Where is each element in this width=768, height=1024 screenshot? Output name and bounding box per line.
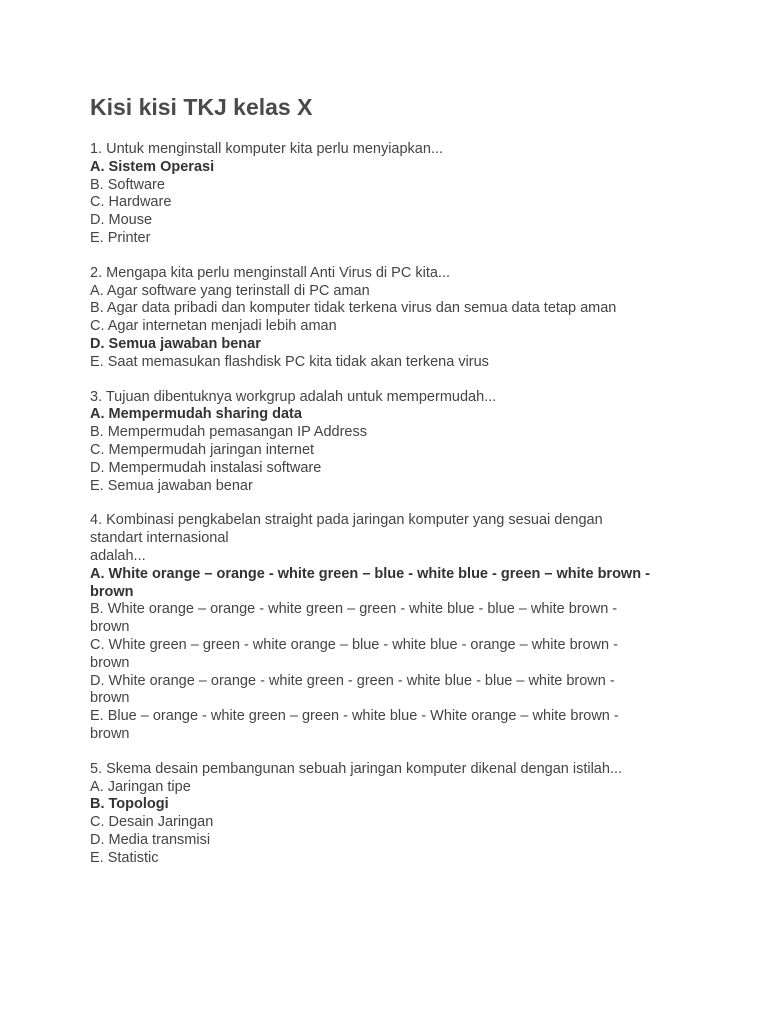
answer-option: B. Mempermudah pemasangan IP Address [90, 424, 368, 441]
answer-option: C. Mempermudah jaringan internet [90, 441, 315, 458]
answer-option: C. White green – green - white orange – blue - white blue - orange – white brown - brown [90, 636, 618, 671]
answer-option: E. Printer [90, 229, 151, 246]
answer-option: E. Statistic [90, 849, 159, 866]
question-text: 2. Mengapa kita perlu menginstall Anti Virus di PC kita... [90, 264, 451, 281]
answer-option: B. Software [90, 176, 165, 193]
answer-option: E. Blue – orange - white green – green - white blue - White orange – white brown - brown [90, 708, 619, 742]
question-block [90, 265, 678, 372]
question-text: 4. Kombinasi pengkabelan straight pada jaringan komputer yang sesuai dengan [90, 512, 603, 529]
answer-option: D. Mempermudah instalasi software [90, 459, 322, 476]
answer-option: E. Saat memasukan flashdisk PC kita tidak akan terkena virus [90, 353, 489, 370]
answer-option-correct: A. Sistem Operasi [90, 158, 215, 175]
answer-option-correct: B. Topologi [90, 796, 169, 813]
answer-option: C. Desain Jaringan [90, 814, 214, 831]
question-block [90, 512, 678, 743]
question-text: adalah... [90, 547, 146, 564]
question-text: 5. Skema desain pembangunan sebuah jaringan komputer dikenal dengan istilah... [90, 760, 623, 777]
answer-option: D. Media transmisi [90, 831, 211, 848]
question-block [90, 389, 678, 496]
answer-option: B. White orange – orange - white green – green - white blue - blue – white brown - brown [90, 601, 618, 636]
answer-option: D. White orange – orange - white green - green - white blue - blue – white brown - brown [90, 672, 615, 707]
question-text: standart internasional [90, 530, 229, 547]
answer-option: C. Agar internetan menjadi lebih aman [90, 318, 337, 335]
question-list [90, 141, 678, 867]
answer-option-correct: D. Semua jawaban benar [90, 335, 261, 352]
answer-option: D. Mouse [90, 212, 153, 229]
answer-option: B. Agar data pribadi dan komputer tidak terkena virus dan semua data tetap aman [90, 300, 617, 317]
answer-option: A. Agar software yang terinstall di PC aman [90, 282, 370, 299]
answer-option: E. Semua jawaban benar [90, 477, 253, 494]
question-block [90, 761, 678, 868]
question-block [90, 141, 678, 248]
answer-option-correct: A. White orange – orange - white green – blue - white blue - green – white brown - brown [90, 565, 650, 600]
answer-option: C. Hardware [90, 194, 172, 211]
page-title: Kisi kisi TKJ kelas X [90, 94, 313, 120]
answer-option: A. Jaringan tipe [90, 778, 191, 795]
question-text: 1. Untuk menginstall komputer kita perlu menyiapkan... [90, 141, 444, 157]
question-text: 3. Tujuan dibentuknya workgrup adalah untuk mempermudah... [90, 388, 497, 405]
answer-option-correct: A. Mempermudah sharing data [90, 406, 302, 423]
